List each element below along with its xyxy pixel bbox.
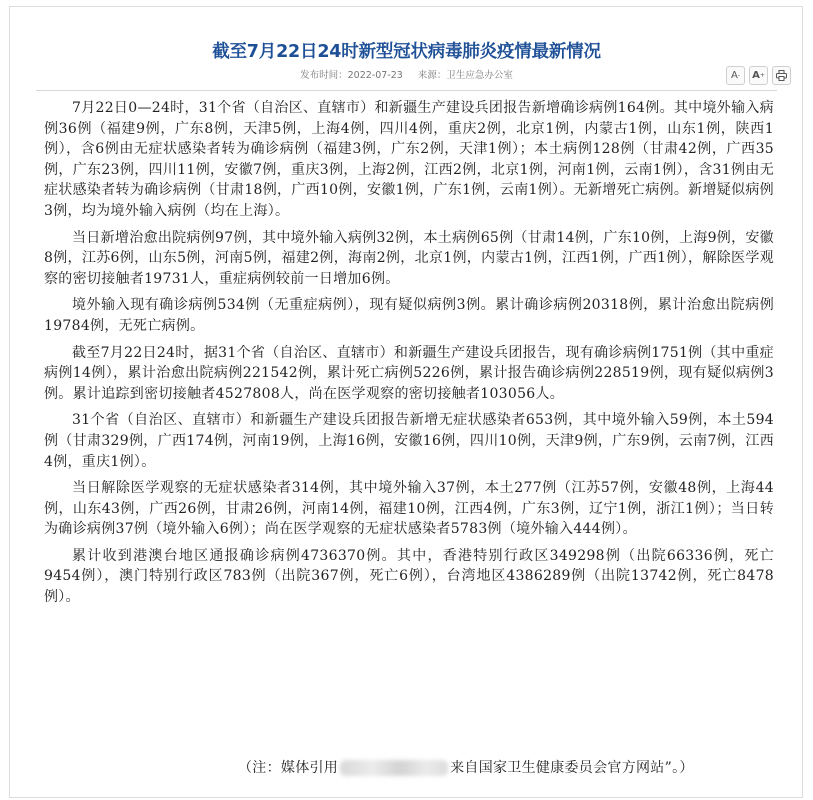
article-source: 来源：卫生应急办公室: [417, 70, 513, 81]
body-paragraph: 累计收到港澳台地区通报确诊病例4736370例。其中，香港特别行政区349298例（出院66336例，死亡9454例），澳门特别行政区783例（出院367例，死亡6例），台湾地区4386289例（出院13742例，死亡8478例）。: [44, 547, 774, 606]
body-paragraph: 当日解除医学观察的无症状感染者314例，其中境外输入37例，本土277例（江苏57例，安徽48例，上海44例，山东43例，广西26例，甘肃26例，河南14例，福建10例，江西4例，广东3例，辽宁1例，浙江1例）；当日转为确诊病例37例（境外输入6例）；尚在医学观察的无症状感染者5783例（境外输入444例）。: [44, 480, 774, 538]
body-paragraph: 7月22日0—24时，31个省（自治区、直辖市）和新疆生产建设兵团报告新增确诊病例164例。其中境外输入病例36例（福建9例，广东8例，天津5例，上海4例，四川4例，重庆2例，北京1例，内蒙古1例，山东1例，陕西1例），含6例由无症状感染者转为确诊病例（福建3例，广东2例，天津1例）；本土病例128例（甘肃42例，广西35例，广东23例，四川11例，安徽7例，重庆3例，上海2例，江西2例，北京1例，河南1例，云南1例），含31例由无症状感染者转为确诊病例（甘肃18例，广西10例，安徽1例，广东1例，云南1例）。无新增死亡病例。新增疑似病例3例，均为境外输入病例（均在上海）。: [44, 100, 774, 219]
font-increase-button[interactable]: A +: [749, 66, 768, 85]
footer-note-start: （注：媒体引用: [238, 760, 339, 776]
printer-icon: [776, 70, 787, 81]
body-paragraph: 截至7月22日24时，据31个省（自治区、直辖市）和新疆生产建设兵团报告，现有确诊病例1751例（其中重症病例14例），累计治愈出院病例221542例，累计死亡病例5226例，累计报告确诊病例228519例，现有疑似病例3例。累计追踪到密切接触者4527808人，尚在医学观察的密切接触者103056人。: [44, 344, 774, 402]
body-paragraph: 31个省（自治区、直辖市）和新疆生产建设兵团报告新增无症状感染者653例，其中境外输入59例，本土594例（甘肃329例，广西174例，河南19例，上海16例，安徽16例，四川10例，天津9例，广东9例，云南7例，江西4例，重庆1例）。: [44, 412, 774, 470]
footer-note-end: 来自国家卫生健康委员会官方网站”。）: [450, 760, 694, 776]
body-paragraph: 境外输入现有确诊病例534例（无重症病例），现有疑似病例3例。累计确诊病例20318例，累计治愈出院病例19784例，无死亡病例。: [44, 297, 774, 334]
article-title: 截至7月22日24时新型冠状病毒肺炎疫情最新情况: [212, 41, 601, 62]
body-paragraph: 当日新增治愈出院病例97例，其中境外输入病例32例，本土病例65例（甘肃14例，广东10例，上海9例，安徽8例，江苏6例，山东5例，河南5例，福建2例，海南2例，北京1例，内蒙古1例，江西1例，广西1例），解除医学观察的密切接触者19731人，重症病例较前一日增加6例。: [44, 229, 774, 287]
article-meta: [0, 67, 813, 81]
font-decrease-button[interactable]: A -: [726, 66, 745, 85]
print-button[interactable]: [772, 66, 791, 85]
article-toolbar: [726, 66, 791, 85]
article-body: [44, 98, 774, 614]
header-divider: [36, 90, 777, 91]
publish-date: 发布时间：2022-07-23: [300, 70, 403, 81]
redacted-blur: [340, 760, 448, 776]
footer-note: [238, 757, 694, 777]
